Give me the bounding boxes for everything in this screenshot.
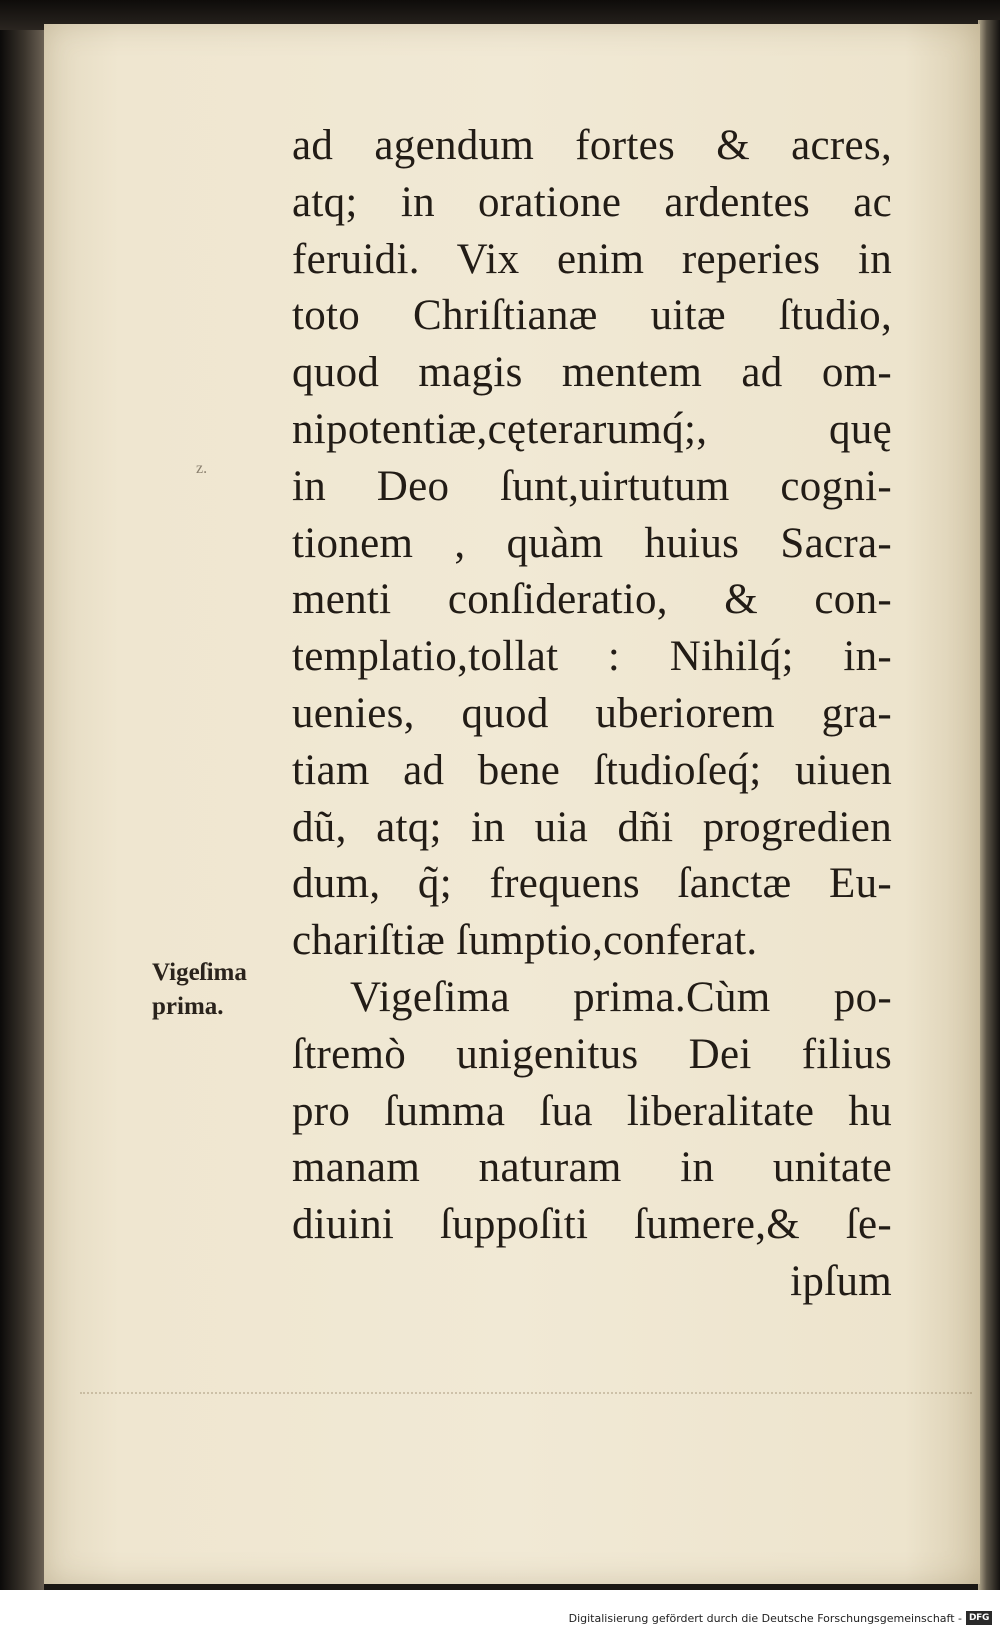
- marginal-note-line: Vigeſima: [152, 959, 247, 986]
- text-line: tiam ad bene ſtudioſeq́; uiuen: [292, 746, 892, 794]
- catchword: ipſum: [790, 1257, 892, 1305]
- text-line: dũ, atq; in uia dñi progredien: [292, 803, 892, 851]
- text-line: ſtremò unigenitus Dei filius: [292, 1030, 892, 1078]
- text-line: uenies, quod uberiorem gra-: [292, 689, 892, 737]
- text-line: tionem , quàm huius Sacra-: [292, 519, 892, 567]
- book-spine-edge: [0, 30, 44, 1590]
- digitization-credit: Digitalisierung gefördert durch die Deutsche Forschungsgemeinschaft -: [568, 1612, 962, 1625]
- text-line: diuini ſuppoſiti ſumere,& ſe-: [292, 1201, 892, 1249]
- text-line: in Deo ſunt,uirtutum cogni-: [292, 462, 892, 510]
- stray-margin-mark: z.: [196, 460, 208, 477]
- body-text: [292, 118, 892, 1311]
- text-line: toto Chriſtianæ uitæ ſtudio,: [292, 292, 892, 340]
- text-line: menti conſideratio, & con-: [292, 576, 892, 624]
- text-line: manam naturam in unitate: [292, 1144, 892, 1192]
- marginal-note: [152, 956, 247, 1024]
- text-line: quod magis mentem ad om-: [292, 349, 892, 397]
- marginal-note-line: prima.: [152, 993, 224, 1020]
- text-line: ad agendum fortes & acres,: [292, 122, 892, 169]
- text-line: feruidi. Vix enim reperies in: [292, 235, 892, 283]
- text-line: nipotentiæ,cęterarumq́;, quę: [292, 405, 892, 453]
- text-line: Vigeſima prima.Cùm po-: [350, 973, 892, 1021]
- book-fore-edge: [978, 20, 1000, 1600]
- text-line: atq; in oratione ardentes ac: [292, 178, 892, 226]
- text-line: templatio,tollat : Nihilq́; in-: [292, 633, 892, 681]
- text-line: chariſtiæ ſumptio,conferat.: [292, 917, 758, 965]
- text-line: pro ſumma ſua liberalitate hu: [292, 1087, 892, 1135]
- text-line: dum, q̃; frequens ſanctæ Eu-: [292, 860, 892, 908]
- dfg-logo-icon: DFG: [966, 1611, 992, 1625]
- page-fold-line: [80, 1392, 972, 1402]
